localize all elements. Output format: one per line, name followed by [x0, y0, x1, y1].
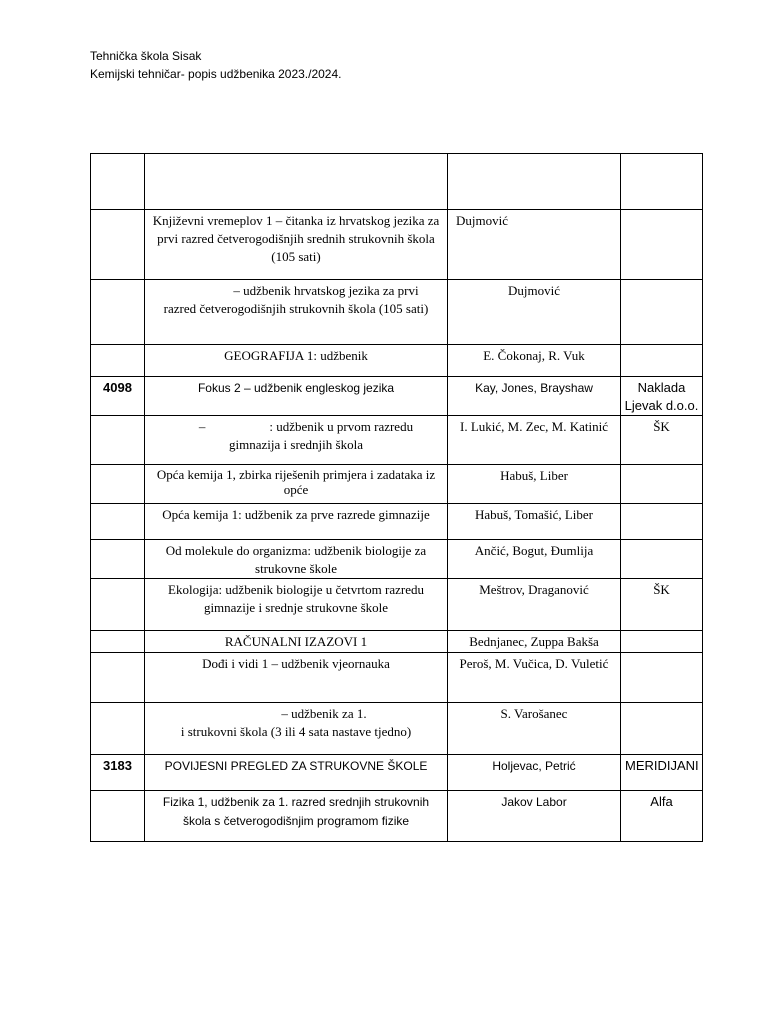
code-cell	[91, 154, 145, 210]
author-cell: E. Čokonaj, R. Vuk	[448, 345, 621, 377]
author-cell: Kay, Jones, Brayshaw	[448, 377, 621, 416]
table-row	[91, 579, 703, 631]
author-cell: Peroš, M. Vučica, D. Vuletić	[448, 653, 621, 703]
table-row	[91, 703, 703, 755]
table-row	[91, 416, 703, 465]
title-cell: POVIJESNI PREGLED ZA STRUKOVNE ŠKOLE	[145, 755, 448, 791]
title-line-2: razred četverogodišnjih strukovnih škola (105 sati)	[163, 301, 429, 316]
document-subtitle: Kemijski tehničar- popis udžbenika 2023./2024.	[90, 67, 342, 81]
publisher-cell	[621, 345, 703, 377]
author-cell: Habuš, Liber	[448, 465, 621, 504]
document-header	[90, 47, 341, 83]
code-cell	[91, 345, 145, 377]
table-row	[91, 504, 703, 540]
code-cell	[91, 210, 145, 280]
author-cell: Meštrov, Draganović	[448, 579, 621, 631]
publisher-cell	[621, 504, 703, 540]
table-row	[91, 631, 703, 653]
code-cell	[91, 540, 145, 579]
code-cell	[91, 579, 145, 631]
table-row	[91, 540, 703, 579]
title-line-2: gimnazija i srednjih škola	[229, 437, 363, 452]
title-cell: Dođi i vidi 1 – udžbenik vjeornauka	[145, 653, 448, 703]
title-cell: Fokus 2 – udžbenik engleskog jezika	[145, 377, 448, 416]
school-name: Tehnička škola Sisak	[90, 49, 202, 63]
author-cell: Habuš, Tomašić, Liber	[448, 504, 621, 540]
title-cell	[145, 703, 448, 755]
publisher-cell	[621, 154, 703, 210]
publisher-cell: ŠK	[621, 416, 703, 465]
code-cell	[91, 631, 145, 653]
title-cell: GEOGRAFIJA 1: udžbenik	[145, 345, 448, 377]
code-cell	[91, 280, 145, 345]
code-cell	[91, 703, 145, 755]
title-cell: Od molekule do organizma: udžbenik biologije za strukovne škole	[145, 540, 448, 579]
title-line-2: i strukovni škola (3 ili 4 sata nastave tjedno)	[180, 724, 412, 739]
publisher-cell	[621, 210, 703, 280]
author-cell: I. Lukić, M. Zec, M. Katinić	[448, 416, 621, 465]
title-cell	[145, 154, 448, 210]
title-cell: Opća kemija 1: udžbenik za prve razrede gimnazije	[145, 504, 448, 540]
author-cell: Holjevac, Petrić	[448, 755, 621, 791]
title-cell: RAČUNALNI IZAZOVI 1	[145, 631, 448, 653]
author-cell: Ančić, Bogut, Đumlija	[448, 540, 621, 579]
publisher-cell: ŠK	[621, 579, 703, 631]
title-cell: Književni vremeplov 1 – čitanka iz hrvatskog jezika za prvi razred četverogodišnjih srednih strukovnih škola (105 sati)	[145, 210, 448, 280]
code-cell: 4098	[91, 377, 145, 416]
table-row	[91, 755, 703, 791]
title-dash: –	[198, 419, 206, 434]
author-cell: Bednjanec, Zuppa Bakša	[448, 631, 621, 653]
author-cell: Dujmović	[448, 210, 621, 280]
title-cell: Ekologija: udžbenik biologije u četvrtom razredu gimnazije i srednje strukovne škole	[145, 579, 448, 631]
author-cell	[448, 154, 621, 210]
table-row	[91, 210, 703, 280]
publisher-cell	[621, 653, 703, 703]
publisher-cell	[621, 631, 703, 653]
code-cell: 3183	[91, 755, 145, 791]
publisher-cell	[621, 703, 703, 755]
title-cell: Opća kemija 1, zbirka riješenih primjera i zadataka iz opće	[145, 465, 448, 504]
title-line-1: – udžbenik za 1.	[281, 706, 367, 721]
table-row	[91, 791, 703, 842]
code-cell	[91, 465, 145, 504]
publisher-cell: MERIDIJANI	[621, 755, 703, 791]
table-row	[91, 345, 703, 377]
publisher-cell	[621, 280, 703, 345]
title-cell	[145, 416, 448, 465]
publisher-cell: Alfa	[621, 791, 703, 842]
code-cell	[91, 653, 145, 703]
title-fragment: : udžbenik u prvom razredu	[269, 419, 414, 434]
code-cell	[91, 504, 145, 540]
code-cell	[91, 416, 145, 465]
table-row	[91, 465, 703, 504]
author-cell: Dujmović	[448, 280, 621, 345]
publisher-cell: Naklada Ljevak d.o.o.	[621, 377, 703, 416]
publisher-cell	[621, 540, 703, 579]
textbook-table	[90, 153, 703, 842]
table-row	[91, 377, 703, 416]
code-cell	[91, 791, 145, 842]
publisher-cell	[621, 465, 703, 504]
table-row	[91, 280, 703, 345]
title-cell: Fizika 1, udžbenik za 1. razred srednjih strukovnih škola s četverogodišnjim programom fizike	[145, 791, 448, 842]
author-cell: S. Varošanec	[448, 703, 621, 755]
table-row	[91, 154, 703, 210]
author-cell: Jakov Labor	[448, 791, 621, 842]
title-cell	[145, 280, 448, 345]
title-line-1: – udžbenik hrvatskog jezika za prvi	[233, 283, 419, 298]
table-row	[91, 653, 703, 703]
